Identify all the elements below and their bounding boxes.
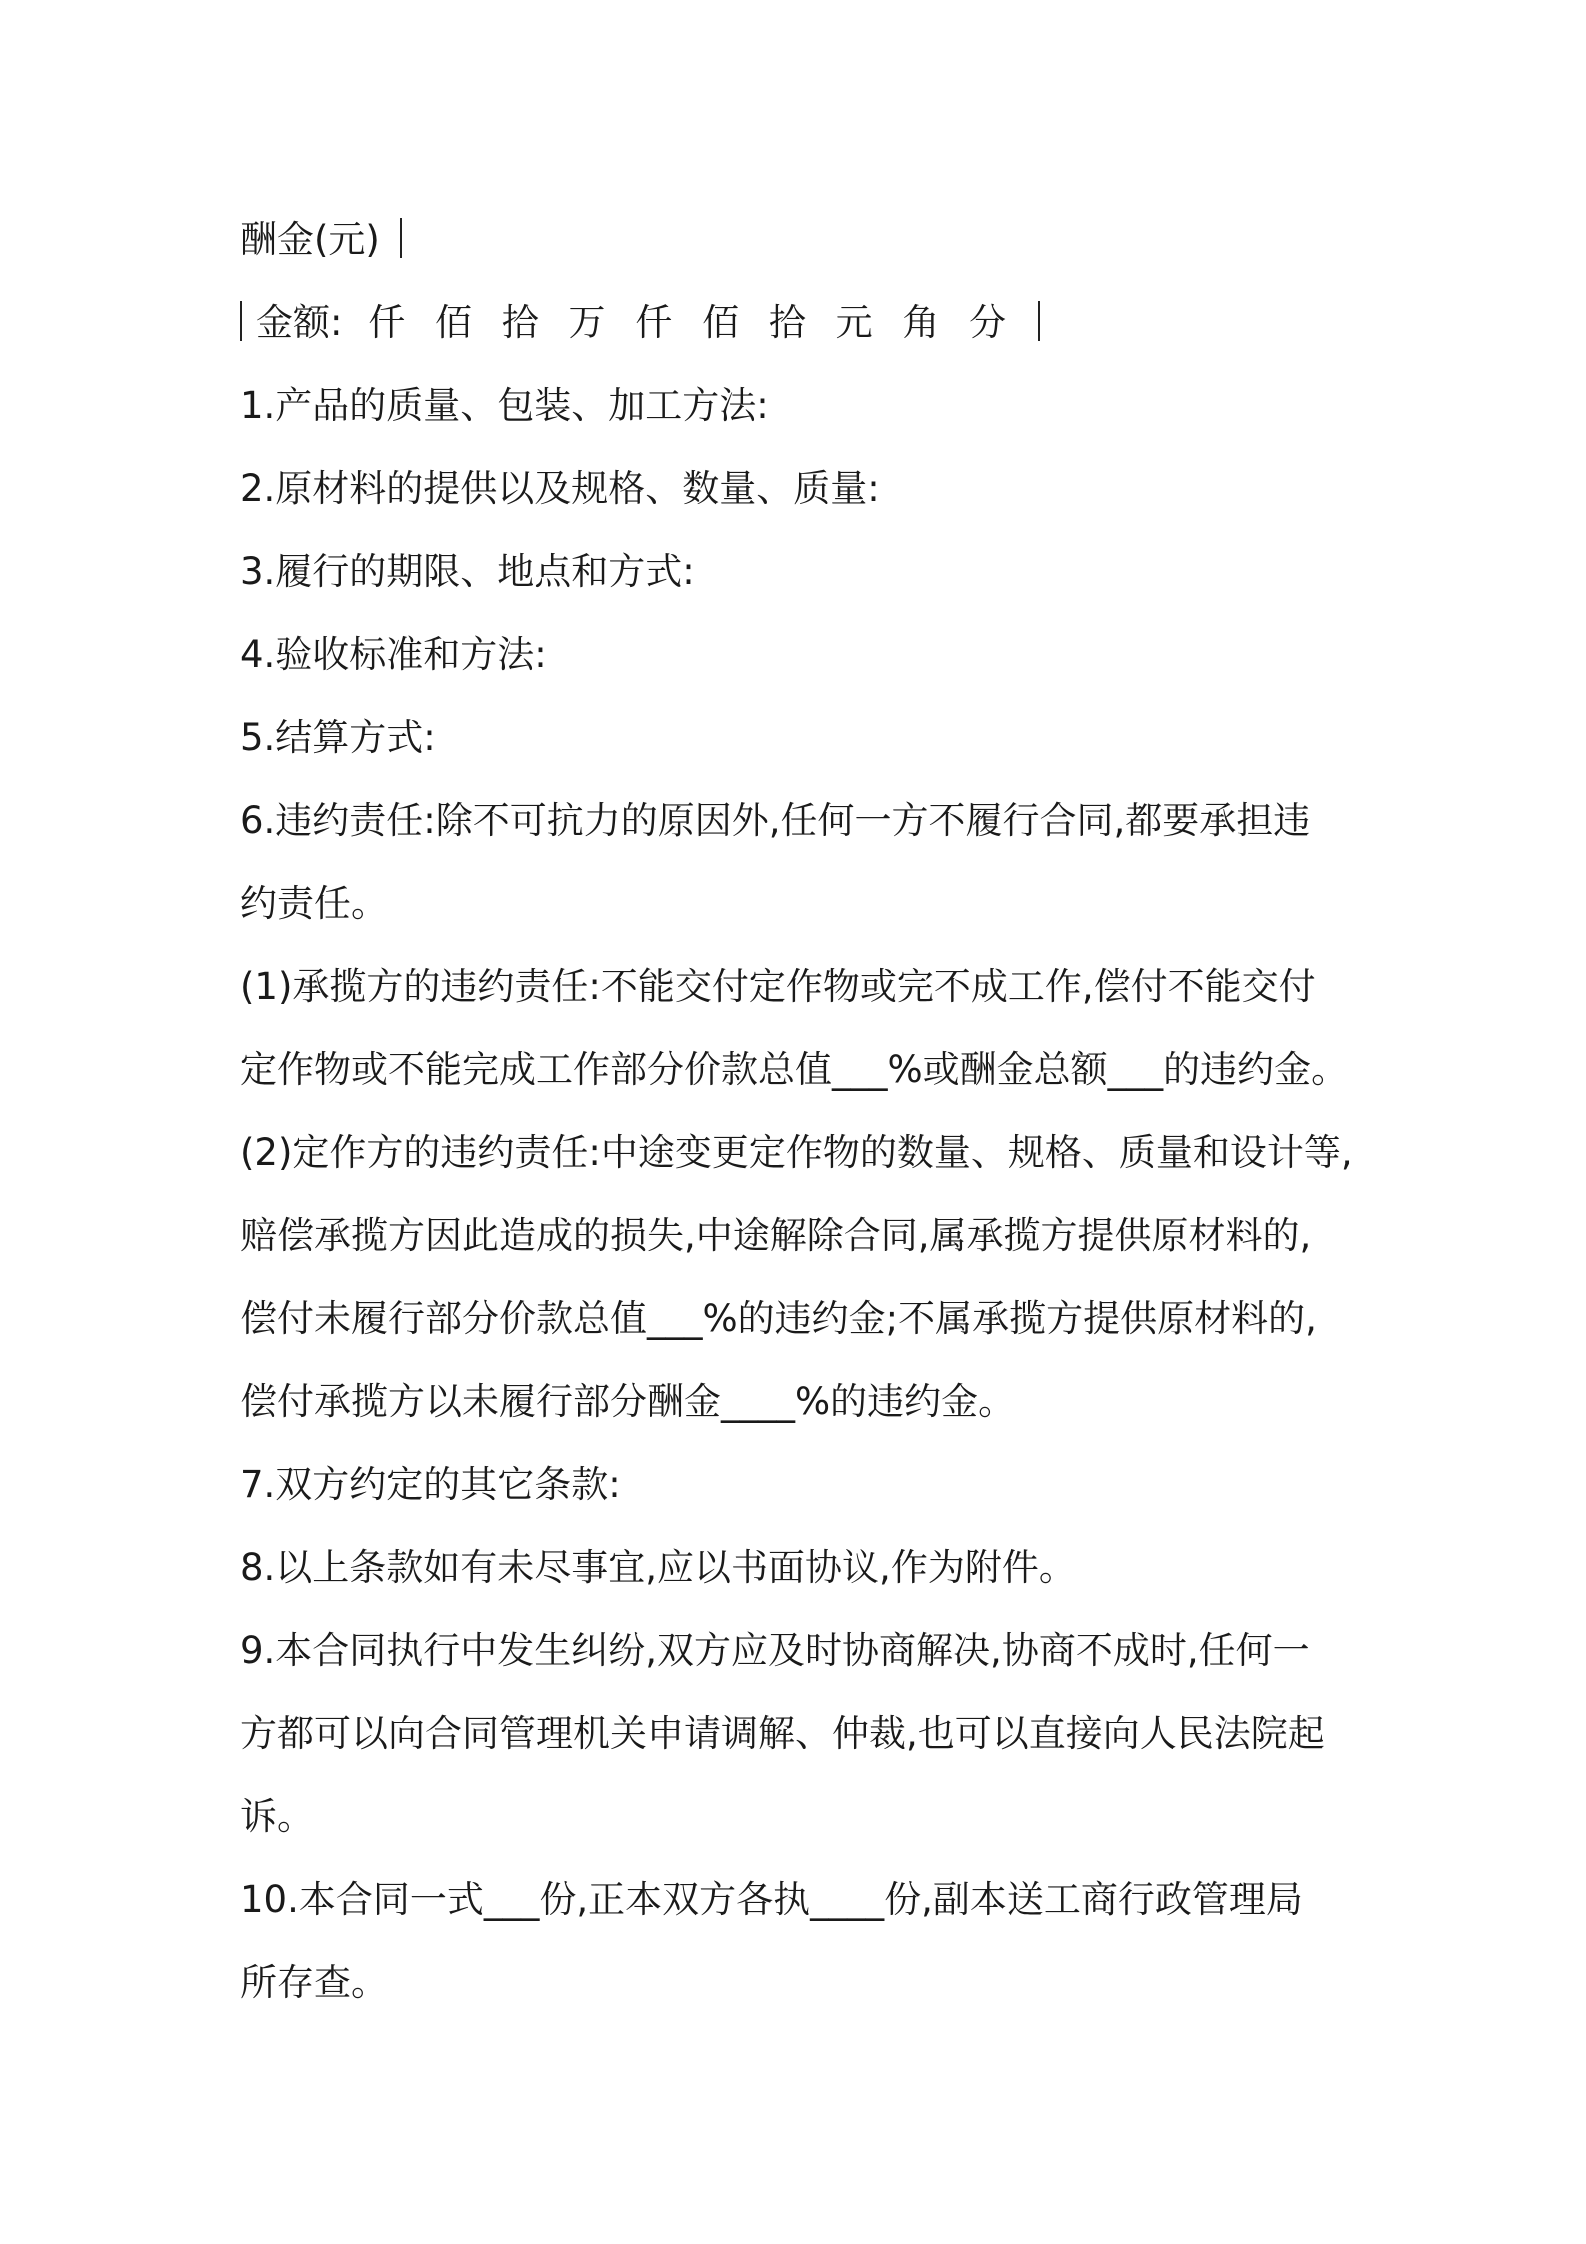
contract-body	[240, 198, 1360, 2024]
clause-7: 7.双方约定的其它条款:	[240, 1463, 621, 1506]
clause-6-2-line: (2)定作方的违约责任:中途变更定作物的数量、规格、质量和设计等,	[240, 1131, 1353, 1174]
clause-10-line: 所存查。	[240, 1961, 388, 2004]
clause-9-line: 诉。	[240, 1795, 314, 1838]
clause-6-line: 6.违约责任:除不可抗力的原因外,任何一方不履行合同,都要承担违	[240, 799, 1311, 842]
table-border	[400, 218, 402, 258]
amount-row	[240, 281, 1360, 364]
amount-unit: 分	[969, 301, 1007, 344]
clause-item: 5.结算方式:	[240, 716, 436, 759]
clause-item: 4.验收标准和方法:	[240, 633, 547, 676]
amount-unit: 仟	[368, 301, 406, 344]
clause-6-2-line: 赔偿承揽方因此造成的损失,中途解除合同,属承揽方提供原材料的,	[240, 1214, 1312, 1257]
amount-unit: 万	[568, 301, 606, 344]
clause-9-line: 9.本合同执行中发生纠纷,双方应及时协商解决,协商不成时,任何一	[240, 1629, 1310, 1672]
clause-item: 2.原材料的提供以及规格、数量、质量:	[240, 467, 880, 510]
amount-label: 金额:	[256, 301, 343, 344]
clause-6-2-line: 偿付承揽方以未履行部分酬金____%的违约金。	[240, 1380, 1016, 1423]
clause-6-1-line: (1)承揽方的违约责任:不能交付定作物或完不成工作,偿付不能交付	[240, 965, 1316, 1008]
clause-6-2-line: 偿付未履行部分价款总值___%的违约金;不属承揽方提供原材料的,	[240, 1297, 1317, 1340]
clause-10-line: 10.本合同一式___份,正本双方各执____份,副本送工商行政管理局	[240, 1878, 1303, 1921]
clause-9-line: 方都可以向合同管理机关申请调解、仲裁,也可以直接向人民法院起	[240, 1712, 1325, 1755]
clause-6-line: 约责任。	[240, 882, 388, 925]
table-border	[240, 301, 242, 341]
amount-unit: 佰	[435, 301, 472, 344]
fee-header: 酬金(元)	[240, 218, 392, 261]
amount-unit: 元	[835, 301, 873, 344]
amount-unit: 佰	[702, 301, 740, 344]
clause-6-1-line: 定作物或不能完成工作部分价款总值___%或酬金总额___的违约金。	[240, 1048, 1349, 1091]
amount-unit: 拾	[768, 301, 806, 344]
clause-item: 1.产品的质量、包装、加工方法:	[240, 384, 769, 427]
clause-item: 3.履行的期限、地点和方式:	[240, 550, 695, 593]
clause-8: 8.以上条款如有未尽事宜,应以书面协议,作为附件。	[240, 1546, 1076, 1589]
amount-unit: 仟	[635, 301, 673, 344]
fee-header-row	[240, 198, 1360, 281]
amount-unit: 拾	[501, 301, 539, 344]
amount-unit: 角	[902, 301, 940, 344]
table-border	[1038, 301, 1040, 341]
